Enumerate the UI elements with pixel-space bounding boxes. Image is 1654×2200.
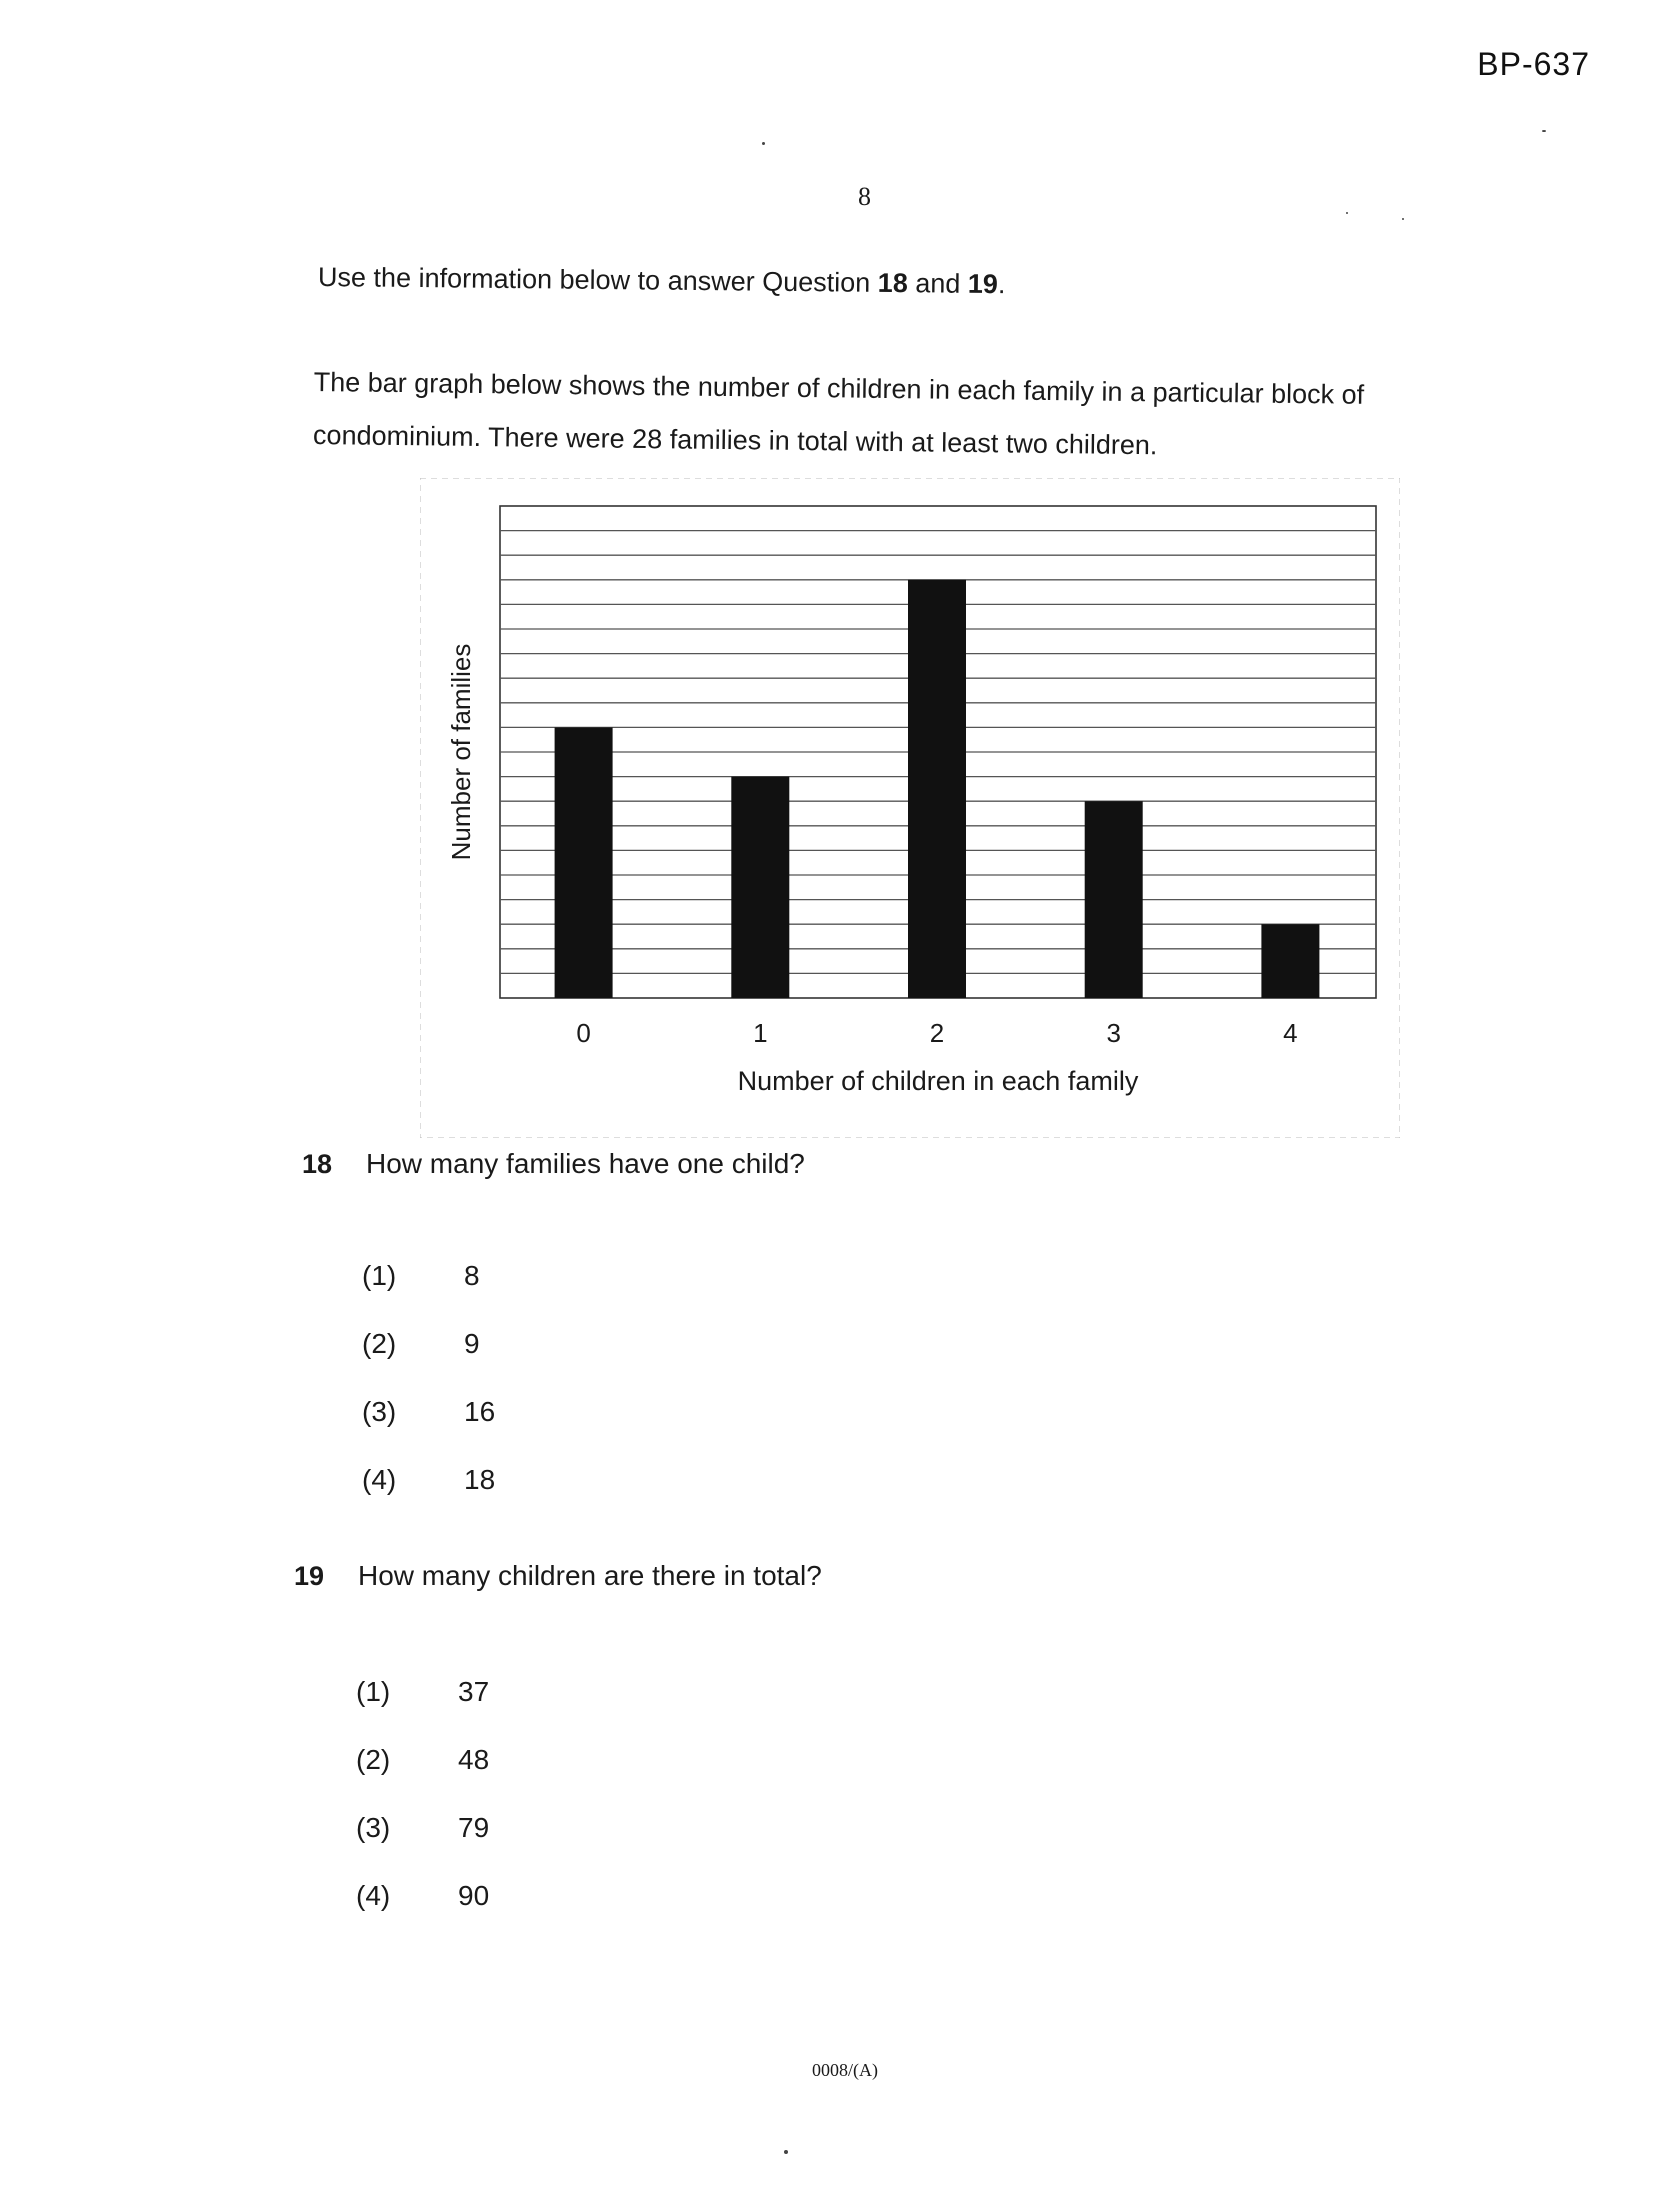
question-18 (302, 1148, 805, 1180)
description-line-2: condominium. There were 28 families in total with at least two children. (312, 419, 1158, 461)
option-label[interactable]: (1) (362, 1260, 397, 1291)
x-tick-label: 2 (929, 1018, 945, 1048)
option-value[interactable]: 18 (464, 1464, 496, 1495)
option-value[interactable]: 79 (458, 1812, 490, 1843)
option-value[interactable]: 48 (458, 1744, 490, 1775)
option-value[interactable]: 8 (464, 1260, 480, 1291)
x-axis-label: Number of children in each family (737, 1066, 1139, 1096)
intro-instruction (318, 262, 1006, 300)
scan-speck (784, 2150, 788, 2154)
bar-2 (908, 580, 966, 998)
intro-suffix: . (997, 269, 1006, 300)
option-label[interactable]: (3) (356, 1812, 391, 1843)
question-number: 19 (294, 1561, 325, 1591)
bars (555, 580, 1320, 998)
option-label[interactable]: (4) (356, 1880, 391, 1911)
page-number: 8 (858, 182, 871, 211)
option-label[interactable]: (1) (356, 1676, 391, 1707)
footer-code: 0008/(A) (812, 2060, 878, 2080)
document-code: BP-637 (1477, 46, 1590, 82)
scan-speck (762, 142, 765, 145)
bar-0 (555, 727, 613, 998)
x-tick-labels (576, 1018, 1297, 1048)
intro-conj: and (907, 268, 969, 299)
intro-question-b: 19 (967, 268, 999, 300)
scan-speck (1402, 218, 1404, 220)
x-tick-label: 4 (1283, 1018, 1298, 1048)
bar-4 (1261, 924, 1319, 998)
option-value[interactable]: 37 (458, 1676, 490, 1707)
question-number: 18 (302, 1149, 333, 1179)
chart-description (313, 356, 1444, 476)
option-label[interactable]: (2) (356, 1744, 391, 1775)
option-value[interactable]: 90 (458, 1880, 490, 1911)
intro-question-a: 18 (877, 267, 908, 299)
x-tick-label: 3 (1106, 1018, 1121, 1048)
question-19 (294, 1560, 822, 1592)
x-tick-label: 1 (753, 1018, 768, 1048)
y-axis-label: Number of families (446, 643, 476, 861)
option-label[interactable]: (2) (362, 1328, 397, 1359)
bar-chart (420, 478, 1400, 1138)
question-text: How many children are there in total? (358, 1560, 822, 1591)
scan-speck (1542, 130, 1546, 132)
scan-speck (1346, 212, 1348, 214)
option-label[interactable]: (4) (362, 1464, 397, 1495)
question-text: How many families have one child? (366, 1148, 805, 1179)
bar-1 (731, 777, 789, 998)
option-label[interactable]: (3) (362, 1396, 397, 1427)
option-value[interactable]: 9 (464, 1328, 480, 1359)
intro-prefix: Use the information below to answer Question (317, 262, 878, 298)
x-tick-label: 0 (576, 1018, 591, 1048)
bar-3 (1085, 801, 1143, 998)
description-line-1: The bar graph below shows the number of children in each family in a particular block of (313, 366, 1365, 410)
option-value[interactable]: 16 (464, 1396, 496, 1427)
